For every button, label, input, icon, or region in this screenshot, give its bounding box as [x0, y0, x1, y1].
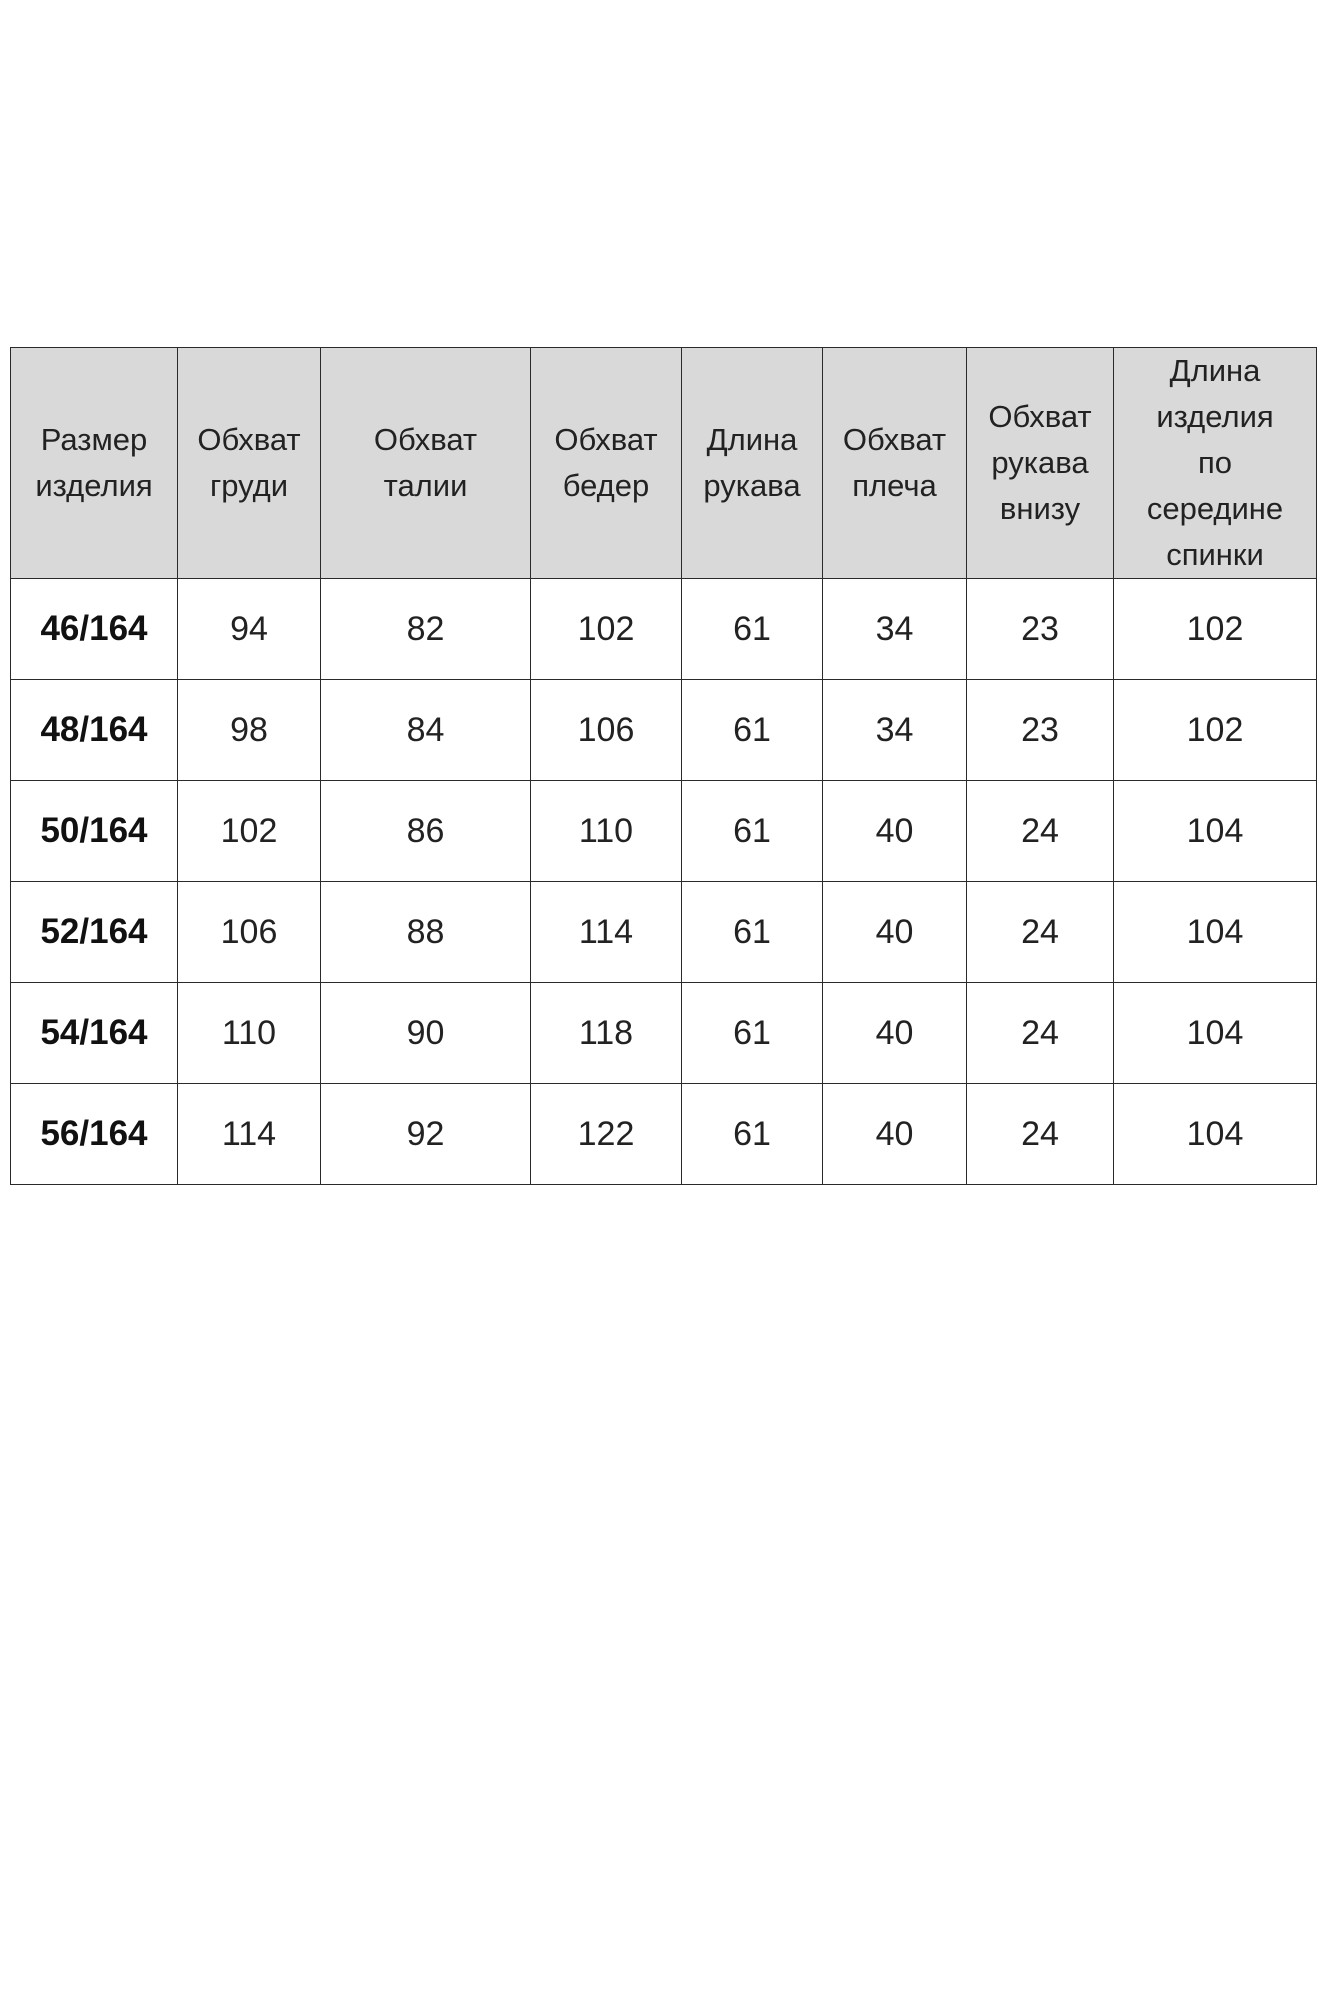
measurement-cell: 34 [823, 680, 967, 781]
table-row [11, 983, 1317, 1084]
size-cell: 50/164 [11, 781, 178, 882]
measurement-cell: 40 [823, 781, 967, 882]
measurement-cell: 86 [321, 781, 531, 882]
measurement-cell: 88 [321, 882, 531, 983]
measurement-cell: 61 [682, 882, 823, 983]
measurement-cell: 102 [1114, 680, 1317, 781]
table-row [11, 1084, 1317, 1185]
measurement-cell: 23 [967, 680, 1114, 781]
measurement-cell: 24 [967, 882, 1114, 983]
column-header-line: Размер [40, 422, 148, 457]
measurement-cell: 104 [1114, 1084, 1317, 1185]
column-header-line: Обхват [373, 422, 478, 457]
size-cell: 52/164 [11, 882, 178, 983]
measurement-cell: 122 [531, 1084, 682, 1185]
measurement-cell: 106 [178, 882, 321, 983]
measurement-cell: 40 [823, 1084, 967, 1185]
column-header-line: Длина [706, 422, 798, 457]
column-header-line: груди [209, 468, 289, 503]
table-row [11, 882, 1317, 983]
header-chest [178, 348, 321, 579]
table-row [11, 680, 1317, 781]
size-cell: 48/164 [11, 680, 178, 781]
size-cell: 54/164 [11, 983, 178, 1084]
size-cell: 46/164 [11, 579, 178, 680]
column-header-line: изделия [1156, 399, 1274, 434]
measurement-cell: 102 [178, 781, 321, 882]
measurement-cell: 34 [823, 579, 967, 680]
column-header-line: изделия [35, 468, 153, 503]
header-size [11, 348, 178, 579]
column-header-line: Длина [1169, 353, 1261, 388]
measurement-cell: 94 [178, 579, 321, 680]
measurement-cell: 61 [682, 1084, 823, 1185]
column-header-line: внизу [999, 491, 1081, 526]
column-header-label [703, 417, 800, 509]
column-header-label [843, 417, 946, 509]
measurement-cell: 114 [178, 1084, 321, 1185]
column-header-line: Обхват [554, 422, 658, 457]
measurement-cell: 84 [321, 680, 531, 781]
column-header-label [197, 417, 300, 509]
measurement-cell: 82 [321, 579, 531, 680]
measurement-cell: 90 [321, 983, 531, 1084]
table-row [11, 579, 1317, 680]
measurement-cell: 61 [682, 781, 823, 882]
column-header-line: плеча [852, 468, 937, 503]
measurement-cell: 23 [967, 579, 1114, 680]
measurement-cell: 104 [1114, 983, 1317, 1084]
header-waist [321, 348, 531, 579]
header-back-length [1114, 348, 1317, 579]
measurement-cell: 61 [682, 680, 823, 781]
measurement-cell: 61 [682, 983, 823, 1084]
table-body [11, 579, 1317, 1185]
column-header-line: по [1197, 445, 1233, 480]
size-cell: 56/164 [11, 1084, 178, 1185]
measurement-cell: 102 [531, 579, 682, 680]
measurement-cell: 102 [1114, 579, 1317, 680]
measurement-cell: 92 [321, 1084, 531, 1185]
column-header-label [35, 417, 152, 509]
measurement-cell: 40 [823, 882, 967, 983]
measurement-cell: 106 [531, 680, 682, 781]
column-header-label [1147, 348, 1283, 578]
column-header-label [374, 417, 477, 509]
column-header-line: спинки [1166, 537, 1264, 572]
measurement-cell: 110 [178, 983, 321, 1084]
column-header-line: Обхват [988, 399, 1092, 434]
measurement-cell: 98 [178, 680, 321, 781]
header-row [11, 348, 1317, 579]
column-header-line: середине [1146, 491, 1284, 526]
column-header-line: рукава [991, 445, 1089, 480]
column-header-line: Обхват [842, 422, 947, 457]
column-header-line: рукава [703, 468, 801, 503]
header-shoulder [823, 348, 967, 579]
measurement-cell: 110 [531, 781, 682, 882]
header-sleeve-length [682, 348, 823, 579]
header-hips [531, 348, 682, 579]
measurement-cell: 24 [967, 1084, 1114, 1185]
measurement-cell: 118 [531, 983, 682, 1084]
measurement-cell: 114 [531, 882, 682, 983]
measurement-cell: 104 [1114, 781, 1317, 882]
column-header-line: талии [383, 468, 468, 503]
column-header-line: бедер [562, 468, 650, 503]
measurement-cell: 61 [682, 579, 823, 680]
measurement-cell: 24 [967, 983, 1114, 1084]
table-row [11, 781, 1317, 882]
measurement-cell: 24 [967, 781, 1114, 882]
header-sleeve-bottom [967, 348, 1114, 579]
measurement-cell: 40 [823, 983, 967, 1084]
column-header-label [988, 394, 1091, 532]
column-header-line: Обхват [197, 422, 301, 457]
size-chart-table [10, 347, 1317, 1185]
measurement-cell: 104 [1114, 882, 1317, 983]
column-header-label [554, 417, 657, 509]
